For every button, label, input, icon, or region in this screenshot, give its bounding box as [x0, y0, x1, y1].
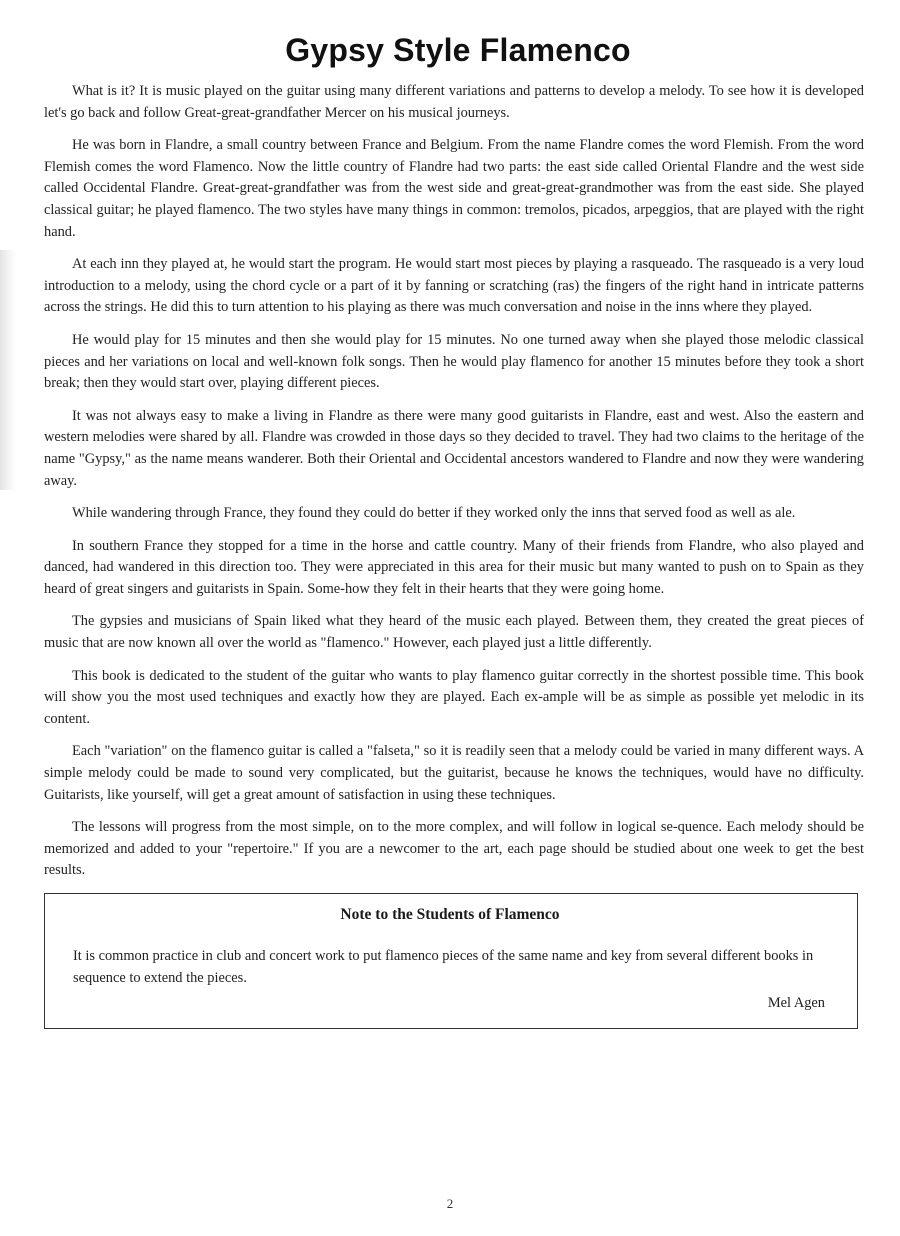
scan-shadow: [0, 250, 16, 490]
paragraph: This book is dedicated to the student of the guitar who wants to play flamenco guitar correctly in the shortest possible time. This book will show you the most used techniques and exactly how they are played. Each ex-ample will be as simple as possible yet melodic in its content.: [44, 667, 864, 727]
paragraph: At each inn they played at, he would start the program. He would start most pieces by playing a rasqueado. The rasqueado is a very loud introduction to a melody, using the chord cycle or a part of it by fanning or scratching (ras) the fingers of the right hand in intricate patterns across the strings. He did this to turn attention to his playing as there was much conversation and noise in the inns where they played.: [44, 256, 864, 316]
paragraph: He would play for 15 minutes and then she would play for 15 minutes. No one turned away when she played those melodic classical pieces and her variations on local and well-known folk songs. Then he would play flamenco for another 15 minutes before they took a short break; then they would start over, playing different pieces.: [44, 331, 864, 392]
paragraph: The gypsies and musicians of Spain liked what they heard of the music each played. Between them, they created the great pieces of music that are now known all over the world as "flamenco." However, each played just a little differently.: [44, 613, 864, 652]
body-text: [44, 81, 864, 882]
paragraph: The lessons will progress from the most simple, on to the more complex, and will follow in logical se-quence. Each melody should be memorized and added to your "repertoire." If you are a newcomer to the art, each page should be studied about one week to get the best results.: [44, 819, 864, 879]
note-text: It is common practice in club and concert work to put flamenco pieces of the same name and key from several different books in sequence to extend the pieces.: [73, 948, 814, 986]
note-signature: Mel Agen: [767, 995, 825, 1011]
paragraph: It was not always easy to make a living in Flandre as there were many good guitarists in Flandre, east and west. Also the eastern and western melodies were shared by all. Flandre was crowded in those days so they decided to travel. They had two claims to the heritage of the name "Gypsy," as the name means wanderer. Both their Oriental and Occidental ancestors wandered to Flandre and now they were wandering away.: [44, 407, 864, 489]
page-number: 2: [446, 1196, 454, 1211]
note-box: [44, 893, 858, 1029]
document-page: [44, 32, 864, 1029]
paragraph: While wandering through France, they found they could do better if they worked only the inns that served food as well as ale.: [72, 505, 796, 522]
paragraph: He was born in Flandre, a small country between France and Belgium. From the name Flandre comes the word Flemish. From the word Flemish comes the word Flamenco. Now the little country of Flandre had two parts: the east side called Oriental Flandre and the west side called Occidental Flandre. Great-great-grandfather was from the west side and great-great-grandmother was from the east side. She played classical guitar; he played flamenco. The two styles have many things in common: tremolos, picados, arpeggios, that are played with the right hand.: [44, 137, 864, 240]
page-title: Gypsy Style Flamenco: [285, 32, 631, 68]
paragraph: Each "variation" on the flamenco guitar is called a "falseta," so it is readily seen that a melody could be varied in many different ways. A simple melody could be made to sound very complicated, but the guitarist, because he knows the techniques, would have no difficulty. Guitarists, like yourself, will get a great amount of satisfaction in using these techniques.: [44, 743, 864, 803]
paragraph: What is it? It is music played on the guitar using many different variations and patterns to develop a melody. To see how it is developed let's go back and follow Great-great-grandfather Mercer on his musical journeys.: [44, 83, 864, 121]
note-title: Note to the Students of Flamenco: [340, 906, 560, 923]
paragraph: In southern France they stopped for a time in the horse and cattle country. Many of their friends from Flandre, who also played and danced, had wandered in this direction too. They were appreciated in this area for their music but many wanted to push on to Spain as they heard of great singers and guitarists in Spain. Some-how they felt in their hearts that they were going home.: [44, 537, 864, 597]
